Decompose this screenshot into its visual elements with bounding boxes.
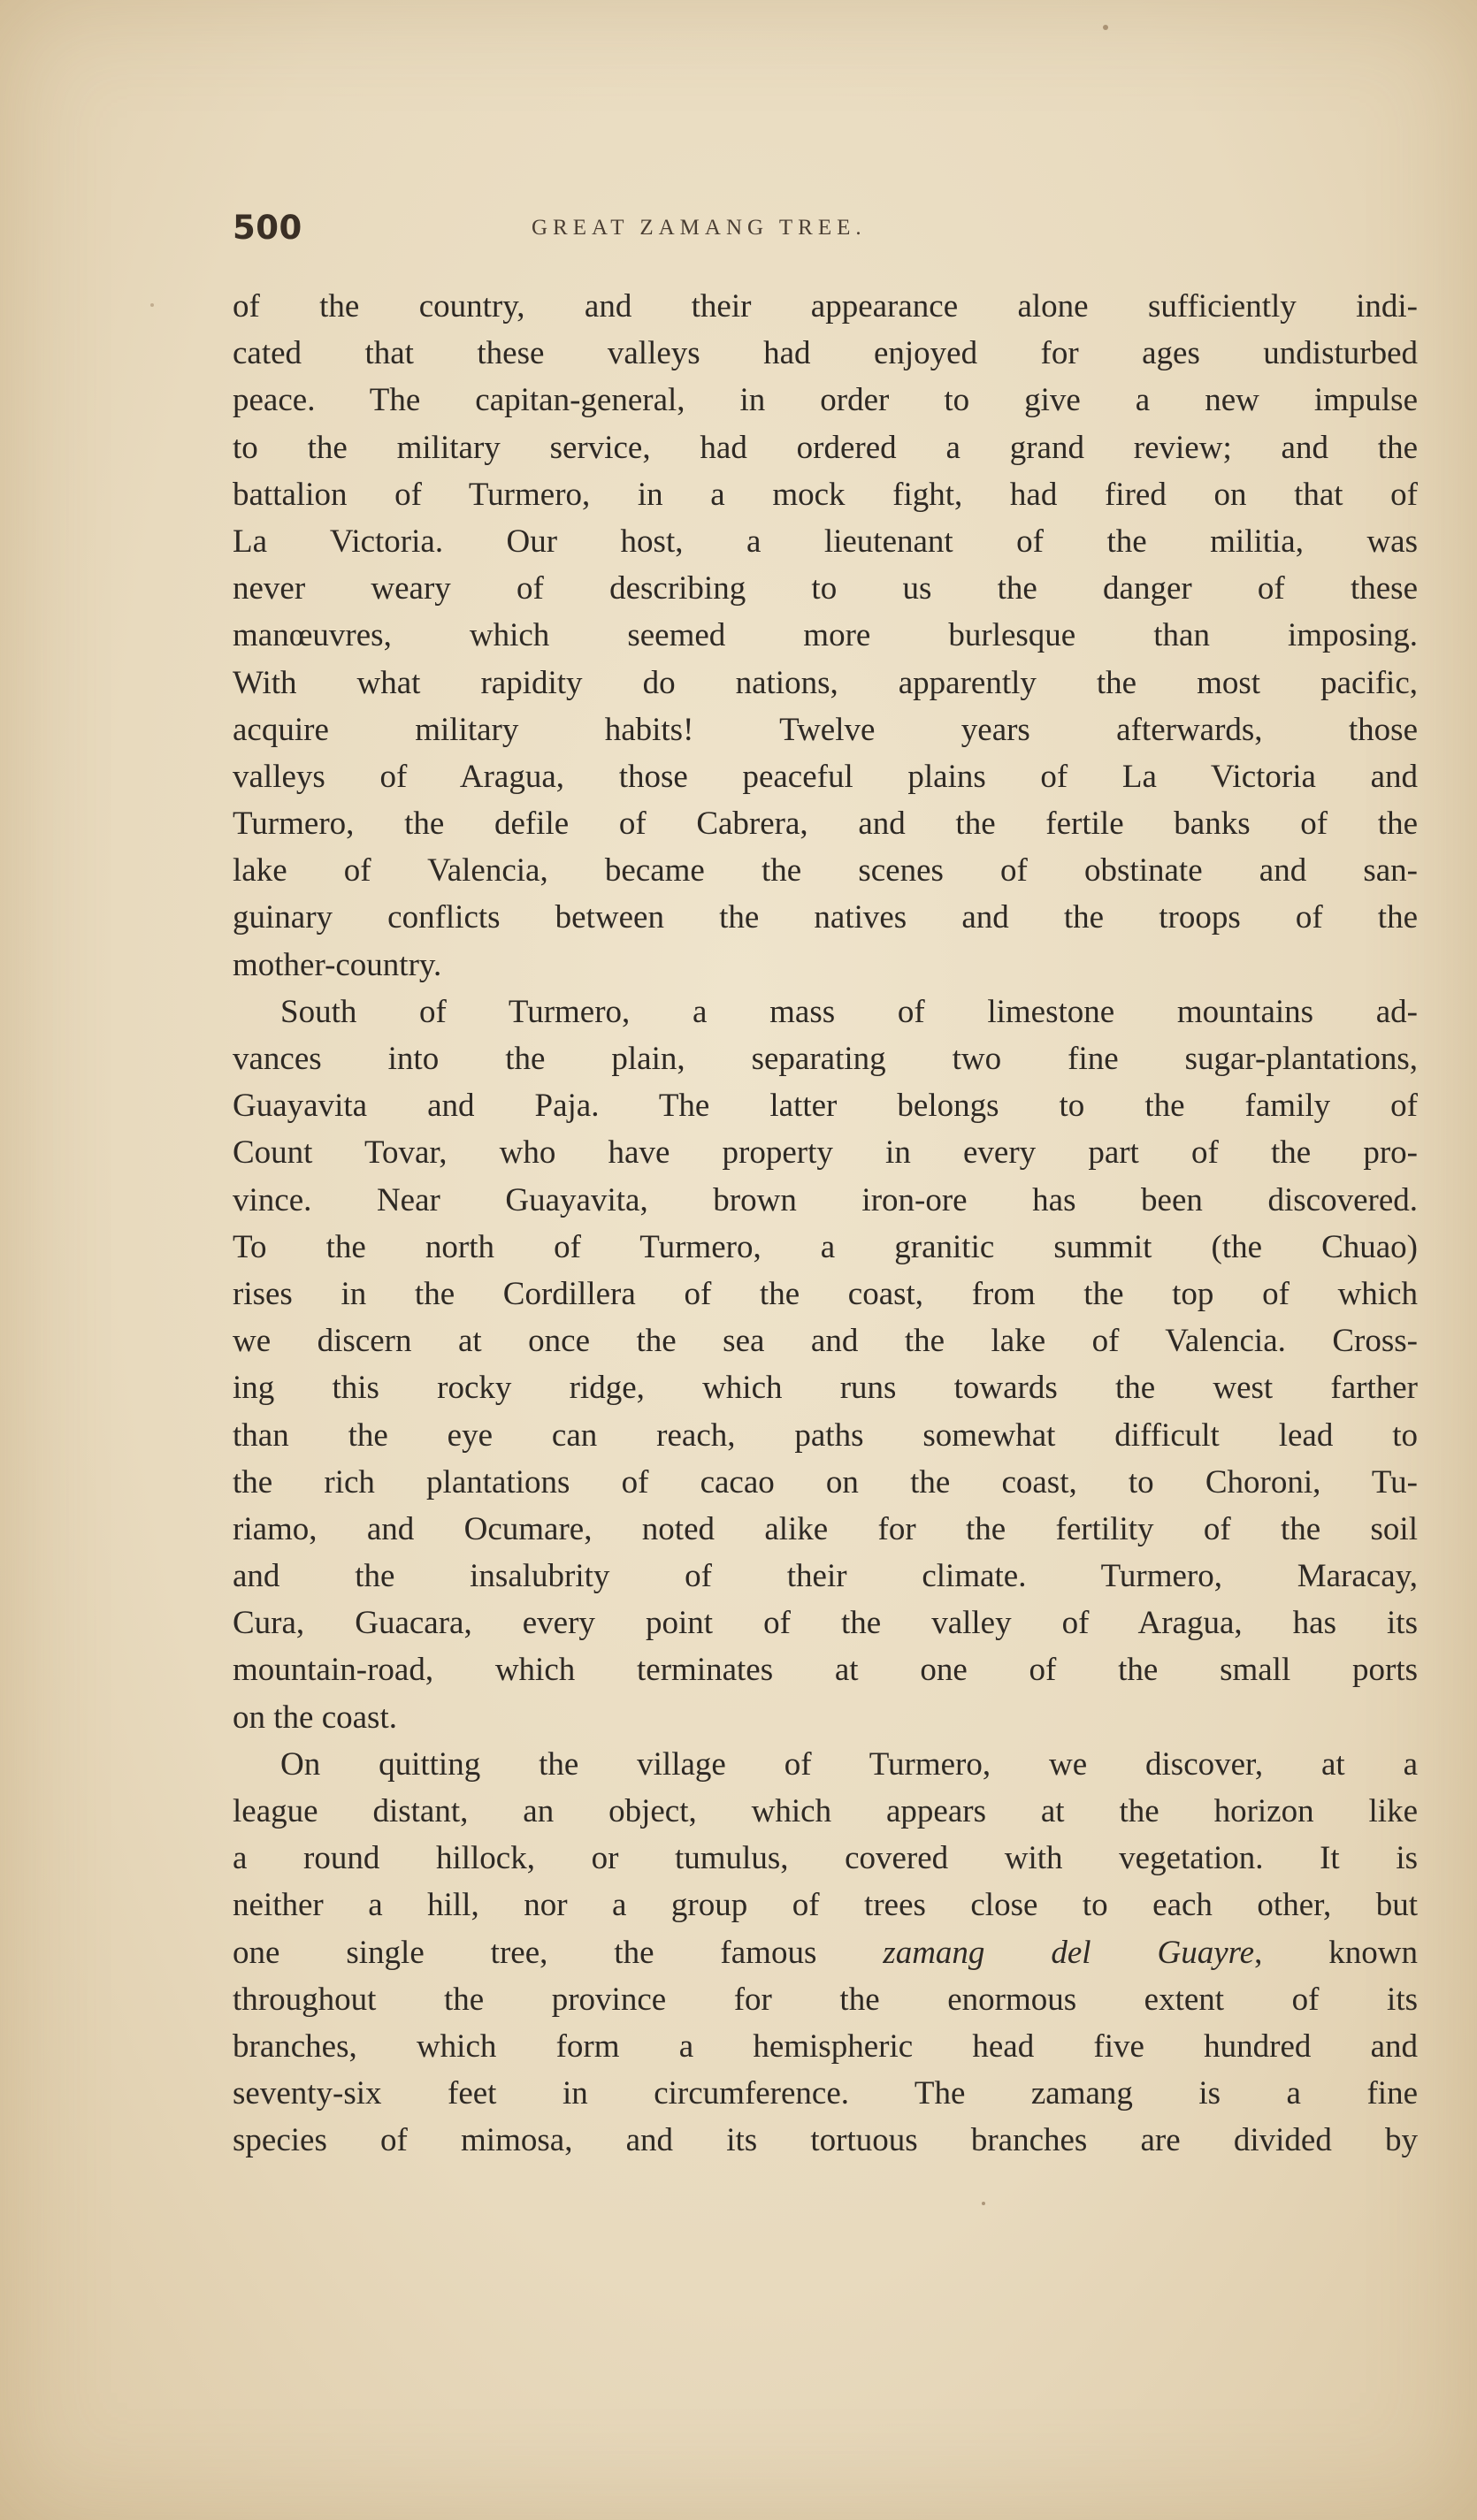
body-text — [233, 283, 1418, 2165]
text-line: seventy-six feet in circumference. The zamang is a fine — [233, 2075, 1418, 2112]
ink-speck — [982, 2202, 985, 2205]
text-line: Cura, Guacara, every point of the valley of Aragua, has its — [233, 1605, 1418, 1642]
text-line: La Victoria. Our host, a lieutenant of the militia, was — [233, 523, 1418, 560]
text-line: To the north of Turmero, a granitic summit (the Chuao) — [233, 1228, 1418, 1265]
text-line: Count Tovar, who have property in every part of the pro- — [233, 1134, 1418, 1172]
text-line: battalion of Turmero, in a mock fight, had fired on that of — [233, 476, 1418, 513]
text-line: South of Turmero, a mass of limestone mountains ad- — [280, 993, 1418, 1030]
text-segment: , known — [1254, 1934, 1418, 1971]
text-line: throughout the province for the enormous extent of its — [233, 1981, 1418, 2018]
text-line: manœuvres, which seemed more burlesque than imposing. — [233, 617, 1418, 654]
text-line: and the insalubrity of their climate. Turmero, Maracay, — [233, 1558, 1418, 1595]
text-line: than the eye can reach, paths somewhat difficult lead to — [233, 1417, 1418, 1454]
text-line: species of mimosa, and its tortuous branches are divided by — [233, 2122, 1418, 2159]
text-line: league distant, an object, which appears at the horizon like — [233, 1793, 1418, 1829]
text-line: cated that these valleys had enjoyed for ages undisturbed — [233, 335, 1418, 372]
text-line: With what rapidity do nations, apparently the most pacific, — [233, 664, 1418, 701]
text-line: never weary of describing to us the danger of these — [233, 570, 1418, 607]
text-line: to the military service, had ordered a grand review; and the — [233, 429, 1418, 466]
text-line: riamo, and Ocumare, noted alike for the fertility of the soil — [233, 1510, 1418, 1547]
page-header — [233, 209, 1418, 262]
ink-speck — [150, 303, 154, 307]
text-line: rises in the Cordillera of the coast, from the top of which — [233, 1275, 1418, 1312]
text-line: valleys of Aragua, those peaceful plains of La Victoria and — [233, 758, 1418, 795]
text-line: neither a hill, nor a group of trees close to each other, but — [233, 1887, 1418, 1924]
running-head: GREAT ZAMANG TREE. — [532, 216, 867, 240]
text-line: peace. The capitan-general, in order to give a new impulse — [233, 382, 1418, 419]
text-line: Guayavita and Paja. The latter belongs to the family of — [233, 1088, 1418, 1125]
text-line: branches, which form a hemispheric head five hundred and — [233, 2027, 1418, 2065]
text-line: acquire military habits! Twelve years afterwards, those — [233, 711, 1418, 748]
text-line: mother-country. — [233, 946, 442, 983]
text-line: vances into the plain, separating two fine sugar-plantations, — [233, 1041, 1418, 1077]
text-line: we discern at once the sea and the lake of Valencia. Cross- — [233, 1323, 1418, 1360]
text-line: guinary conflicts between the natives and the troops of the — [233, 899, 1418, 936]
text-line: of the country, and their appearance alone sufficiently indi- — [233, 288, 1418, 325]
text-line: ing this rocky ridge, which runs towards the west farther — [233, 1370, 1418, 1407]
text-line: a round hillock, or tumulus, covered with vegetation. It is — [233, 1840, 1418, 1877]
text-segment: one single tree, the famous — [233, 1934, 817, 1971]
text-line: vince. Near Guayavita, brown iron-ore has been discovered. — [233, 1181, 1418, 1218]
text-line: on the coast. — [233, 1699, 397, 1736]
ink-speck — [1103, 25, 1108, 30]
text-line: the rich plantations of cacao on the coast, to Choroni, Tu- — [233, 1463, 1418, 1501]
text-line: lake of Valencia, became the scenes of obstinate and san- — [233, 852, 1418, 890]
text-line: On quitting the village of Turmero, we discover, at a — [280, 1745, 1418, 1783]
text-line-with-italic — [233, 1929, 1418, 1976]
page-number: 500 — [233, 209, 302, 247]
text-line: mountain-road, which terminates at one of the small ports — [233, 1652, 1418, 1689]
italic-term: zamang del Guayre — [883, 1934, 1255, 1971]
text-line: Turmero, the defile of Cabrera, and the fertile banks of the — [233, 806, 1418, 843]
